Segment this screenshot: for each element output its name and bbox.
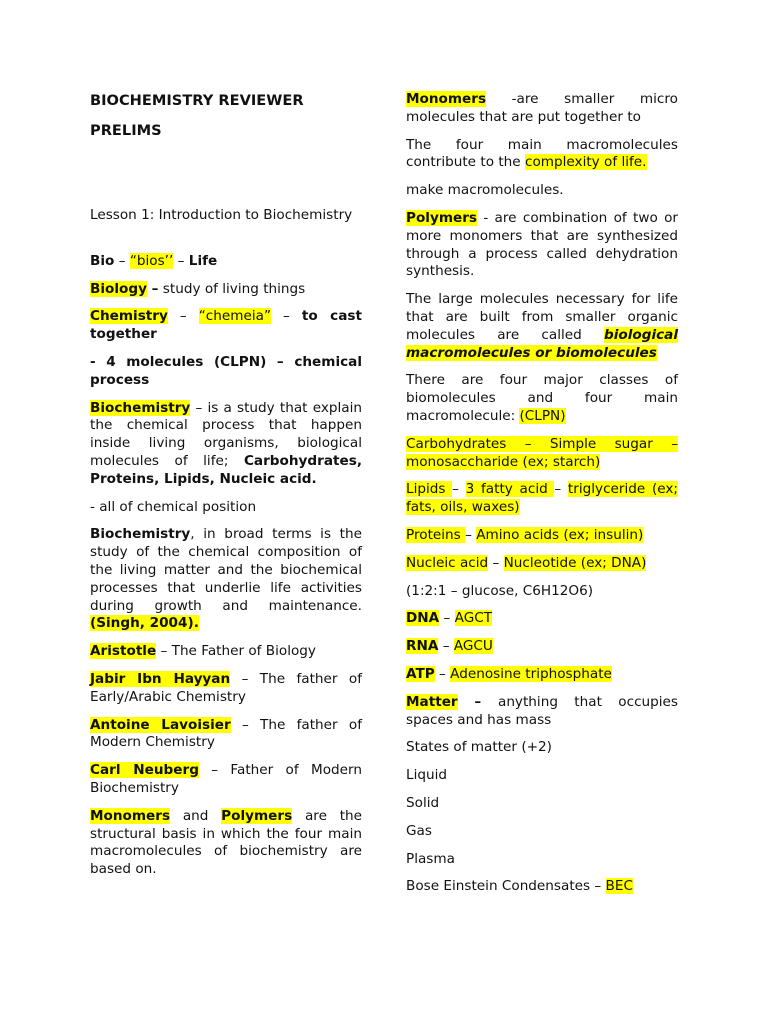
states-of-matter: States of matter (+2) xyxy=(406,739,552,756)
biology-dash: – xyxy=(146,280,159,297)
chemistry-dash-2: – xyxy=(271,308,302,325)
bio-definition xyxy=(90,253,362,271)
jabir-desc: – The father of Early/Arabic Chemistry xyxy=(90,670,363,705)
chemistry-definition xyxy=(90,308,362,344)
dna-term: DNA xyxy=(406,610,440,627)
left-column xyxy=(90,91,362,889)
carbohydrates-entry xyxy=(406,436,678,472)
neuberg-entry xyxy=(90,762,362,798)
polymers-definition xyxy=(406,210,678,281)
four-main-note xyxy=(406,137,678,173)
bio-dash-2: – xyxy=(173,252,189,269)
biochemistry-term-1: Biochemistry xyxy=(90,399,191,416)
biology-def: study of living things xyxy=(158,280,306,297)
and-word: and xyxy=(170,807,222,824)
dna-entry xyxy=(406,610,678,628)
aristotle-name: Aristotle xyxy=(90,643,157,660)
rna-value: AGCU xyxy=(453,638,493,655)
monomers-def-term: Monomers xyxy=(406,91,487,107)
monomers-polymers-entry xyxy=(90,808,362,879)
neuberg-desc: – Father of Modern Biochemistry xyxy=(90,762,362,796)
lipids-entry xyxy=(406,481,678,517)
right-column xyxy=(406,91,678,906)
biomolecules-note xyxy=(406,291,678,362)
proteins-entry xyxy=(406,527,678,545)
matter-term: Matter xyxy=(406,693,458,710)
bio-greek: “bios’’ xyxy=(129,252,174,269)
dna-dash: – xyxy=(439,610,455,627)
atp-term: ATP xyxy=(406,665,435,682)
nucleic-term: Nucleic acid xyxy=(406,554,489,571)
biochemistry-definition-2 xyxy=(90,526,362,633)
bio-meaning: Life xyxy=(188,252,218,269)
citation: (Singh, 2004). xyxy=(90,615,199,632)
biochemistry-def-1: – is a study that explain the chemical process that happen inside living organisms, biological molecules of life; xyxy=(90,399,362,469)
neuberg-name: Carl Neuberg xyxy=(90,762,199,779)
nucleic-entry xyxy=(406,555,678,573)
biochemistry-term-2: Biochemistry xyxy=(90,526,191,543)
classes-text: There are four major classes of biomolecules and four main macromolecule: xyxy=(406,372,678,424)
molecules-note: - 4 molecules (CLPN) – chemical process xyxy=(90,353,362,388)
chemistry-dash-1: – xyxy=(167,308,199,325)
rna-entry xyxy=(406,638,678,656)
lavoisier-entry xyxy=(90,717,362,753)
matter-def: anything that occupies spaces and has mass xyxy=(406,693,679,728)
chemistry-meaning: to cast together xyxy=(90,308,362,343)
monomers-polymers-desc: are the structural basis in which the four main macromolecules of biochemistry are based on. xyxy=(90,807,363,878)
rna-dash: – xyxy=(438,638,454,655)
state-plasma: Plasma xyxy=(406,850,455,867)
biology-definition xyxy=(90,281,362,299)
classes-note xyxy=(406,372,678,425)
bec-entry xyxy=(406,878,678,896)
bec-highlight: BEC xyxy=(605,878,633,895)
four-main-text: The four main macromolecules contribute to the xyxy=(406,136,678,171)
chemistry-greek: “chemeia” xyxy=(198,308,271,325)
state-gas: Gas xyxy=(406,822,432,839)
lipids-dash-1: – xyxy=(452,481,466,498)
monomers-def-text: -are smaller micro molecules that are put together to xyxy=(406,91,678,125)
chemistry-term: Chemistry xyxy=(90,308,168,325)
biology-term: Biology xyxy=(90,280,147,297)
lavoisier-name: Antoine Lavoisier xyxy=(90,716,231,733)
biochemistry-definition-1 xyxy=(90,400,362,489)
rna-term: RNA xyxy=(406,638,439,655)
lipids-dash-2: – xyxy=(554,481,568,498)
lesson-heading: Lesson 1: Introduction to Biochemistry xyxy=(90,207,353,223)
proteins-dash: – xyxy=(465,526,477,543)
clpn-highlight: (CLPN) xyxy=(519,407,566,424)
proteins-end: Amino acids (ex; insulin) xyxy=(476,526,644,543)
lavoisier-desc: – The father of Modern Chemistry xyxy=(90,716,363,751)
aristotle-desc: – The Father of Biology xyxy=(156,643,316,660)
matter-definition xyxy=(406,694,678,730)
document-subtitle: PRELIMS xyxy=(90,122,162,139)
atp-dash: – xyxy=(434,665,451,682)
bec-text: Bose Einstein Condensates – xyxy=(406,878,606,895)
polymers-term: Polymers xyxy=(221,807,293,824)
polymers-def-term: Polymers xyxy=(406,209,478,226)
nucleic-dash: – xyxy=(488,554,504,571)
lipids-term: Lipids xyxy=(406,481,453,498)
make-macromolecules: make macromolecules. xyxy=(406,182,564,199)
bio-dash-1: – xyxy=(114,252,130,269)
position-note: - all of chemical position xyxy=(90,498,257,515)
monomers-definition xyxy=(406,91,678,127)
glucose-ratio: (1:2:1 – glucose, C6H12O6) xyxy=(406,582,594,599)
biomolecule-list: Carbohydrates, Proteins, Lipids, Nucleic acid. xyxy=(90,452,362,487)
complexity-highlight: complexity of life. xyxy=(524,154,647,171)
state-solid: Solid xyxy=(406,794,440,811)
matter-dash: – xyxy=(457,693,498,710)
atp-value: Adenosine triphosphate xyxy=(450,665,612,682)
biochemistry-def-2: , in broad terms is the study of the chemical composition of the living matter and the biochemical processes that underlie life activities during growth and maintenance. xyxy=(90,526,362,614)
document-title: BIOCHEMISTRY REVIEWER xyxy=(90,92,304,109)
nucleic-end: Nucleotide (ex; DNA) xyxy=(503,554,647,571)
lipids-mid: 3 fatty acid xyxy=(465,481,555,498)
aristotle-entry xyxy=(90,643,362,661)
biomolecules-highlight: biological macromolecules or biomolecules xyxy=(406,326,678,361)
lipids-end: triglyceride (ex; fats, oils, waxes) xyxy=(406,481,679,516)
dna-value: AGCT xyxy=(454,610,493,627)
atp-entry xyxy=(406,666,678,684)
polymers-def-text: - are combination of two or more monomers that are synthesized through a process called dehydration synthesis. xyxy=(406,209,678,280)
monomers-term: Monomers xyxy=(90,807,171,824)
bio-term: Bio xyxy=(90,252,115,269)
carbohydrates-text: Carbohydrates – Simple sugar – monosaccharide (ex; starch) xyxy=(406,435,678,470)
state-liquid: Liquid xyxy=(406,767,448,784)
proteins-term: Proteins xyxy=(406,526,466,543)
jabir-name: Jabir Ibn Hayyan xyxy=(90,670,231,687)
jabir-entry xyxy=(90,671,362,707)
biomolecules-text: The large molecules necessary for life that are built from smaller organic molecules are called xyxy=(406,291,678,343)
